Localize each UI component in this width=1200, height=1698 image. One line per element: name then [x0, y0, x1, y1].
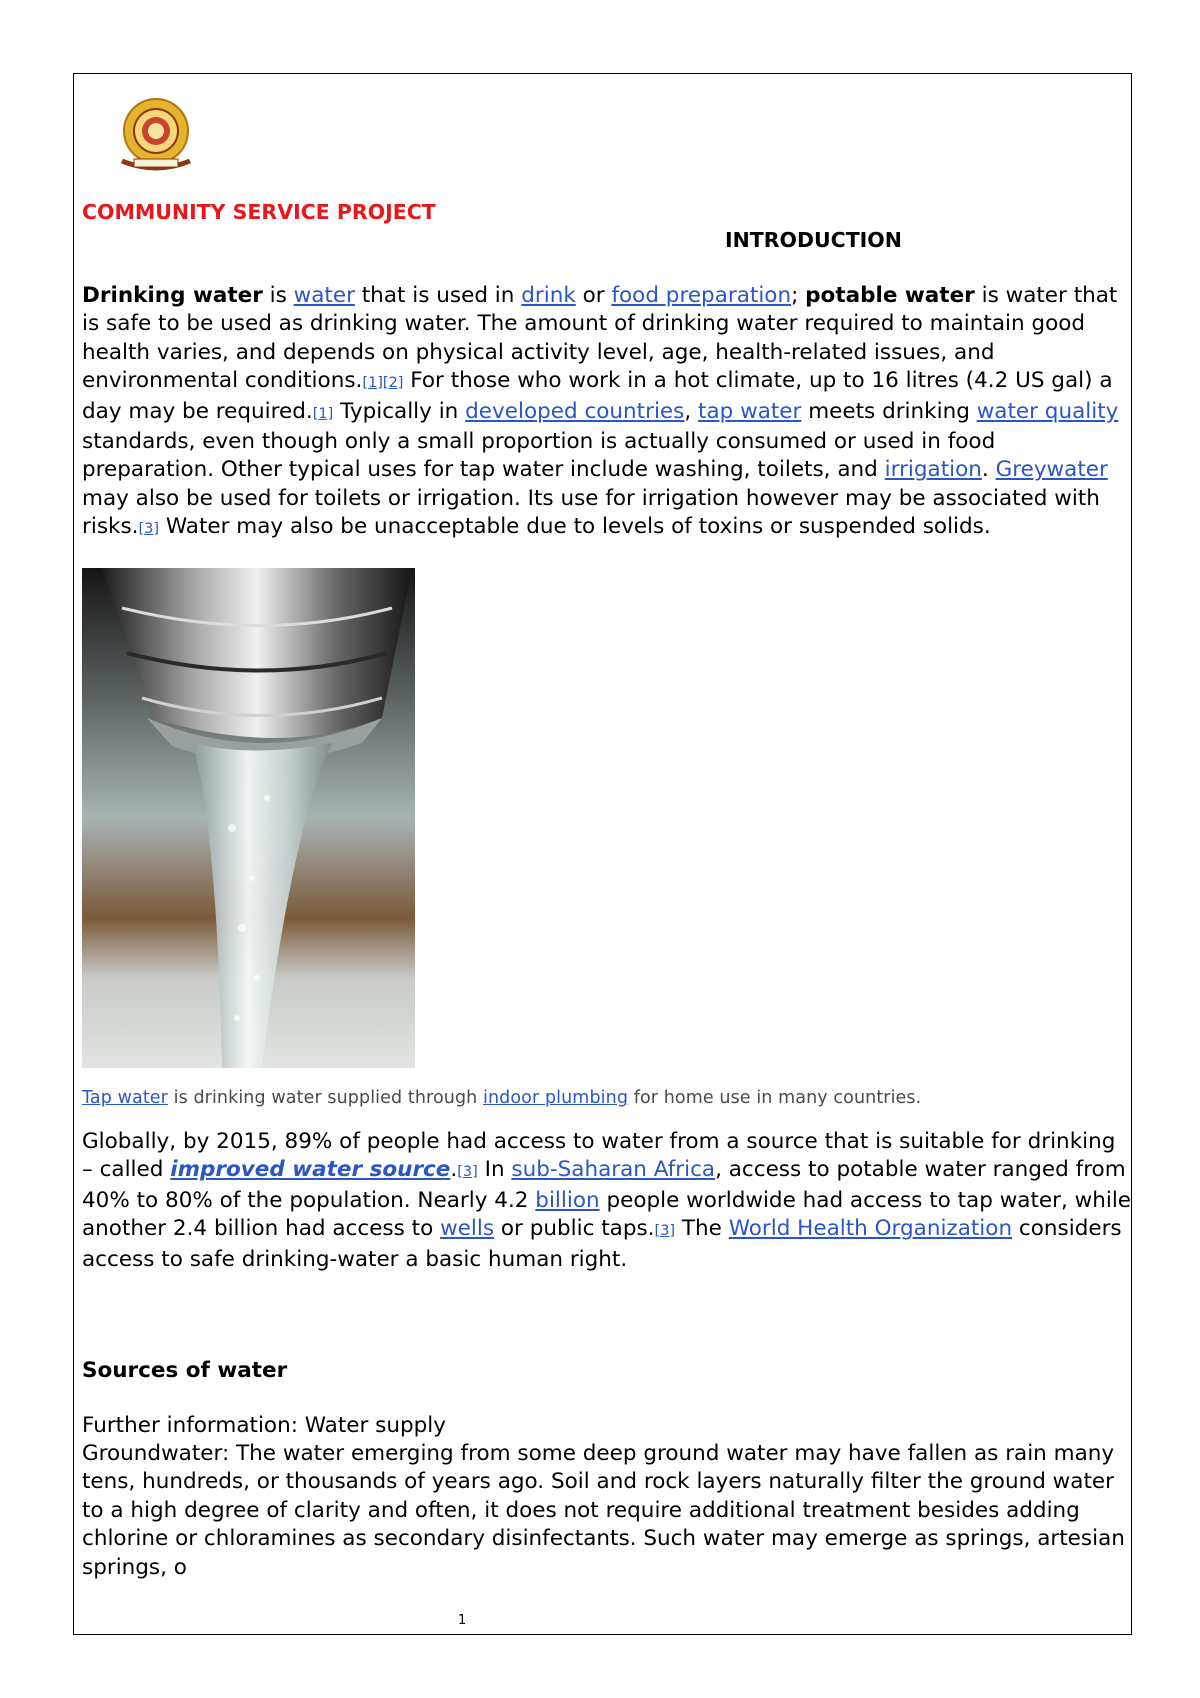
intro-paragraph: Drinking water is water that is used in drink or food preparation; potable water is water that is safe to be used as drinking water. The amount of drinking water required to maintain good health varies, and depends on physical activity level, age, health-related issues, and environmental conditions.[1][2] For those who work in a hot climate, up to 16 litres (4.2 US gal) a day may be required.[1] Typically in developed countries, tap water meets drinking water quality standards, even though only a small proportion is actually consumed or used in food preparation. Other typical uses for tap water include washing, toilets, and irrigation. Greywater may also be used for toilets or irrigation. Its use for irrigation however may be associated with risks.[3] Water may also be unacceptable due to levels of toxins or suspended solids. [82, 283, 1119, 540]
caption-link-indoor-plumbing[interactable]: indoor plumbing [483, 1088, 629, 1108]
link-water[interactable]: water [293, 283, 355, 308]
link-developed-countries[interactable]: developed countries [465, 398, 685, 424]
ref-1[interactable]: [1] [312, 405, 334, 422]
link-wells[interactable]: wells [440, 1216, 495, 1242]
link-greywater[interactable]: Greywater [995, 457, 1108, 483]
ref-3[interactable]: [3] [654, 1223, 676, 1240]
sources-heading: Sources of water [82, 1358, 288, 1383]
link-irrigation[interactable]: irrigation [884, 457, 982, 483]
image-caption: Tap water is drinking water supplied through indoor plumbing for home use in many countries. [82, 1088, 922, 1108]
link-water-quality[interactable]: water quality [976, 398, 1119, 424]
caption-link-tap-water[interactable]: Tap water [82, 1088, 168, 1108]
link-tap-water[interactable]: tap water [698, 398, 802, 424]
college-logo [112, 95, 200, 173]
link-food-preparation[interactable]: food preparation [611, 283, 792, 308]
term-drinking-water: Drinking water [82, 283, 263, 308]
link-drink[interactable]: drink [521, 283, 576, 308]
groundwater-paragraph: Groundwater: The water emerging from some deep ground water may have fallen as rain many tens, hundreds, or thousands of years ago. Soil and rock layers naturally filter the ground water to a high degree of clarity and often, it does not require additional treatment besides adding chlorine or chloramines as secondary disinfectants. Such water may emerge as springs, artesian springs, o [82, 1441, 1125, 1580]
ref-2[interactable]: [2] [382, 375, 404, 392]
sources-further-info: Further information: Water supply [82, 1413, 446, 1438]
page-number: 1 [458, 1613, 467, 1628]
link-billion[interactable]: billion [535, 1187, 600, 1213]
global-access-paragraph: Globally, by 2015, 89% of people had access to water from a source that is suitable for drinking – called improved water source.[3] In sub-Saharan Africa, access to potable water ranged from 40% to 80% of the population. Nearly 4.2 billion people worldwide had access to tap water, while another 2.4 billion had access to wells or public taps.[3] The World Health Organization considers access to safe drinking-water a basic human right. [82, 1129, 1132, 1272]
link-sub-saharan-africa[interactable]: sub-Saharan Africa [511, 1157, 716, 1183]
project-title: COMMUNITY SERVICE PROJECT [82, 200, 436, 224]
ref-3[interactable]: [3] [457, 1164, 478, 1181]
term-potable-water: potable water [805, 283, 975, 308]
link-world-health-organization[interactable]: World Health Organization [728, 1216, 1013, 1242]
section-title: INTRODUCTION [725, 228, 902, 252]
tap-water-photo [82, 568, 415, 1068]
ref-1[interactable]: [1] [362, 375, 383, 392]
link-improved-water-source[interactable]: improved water source [170, 1157, 451, 1183]
ref-3[interactable]: [3] [138, 521, 160, 538]
